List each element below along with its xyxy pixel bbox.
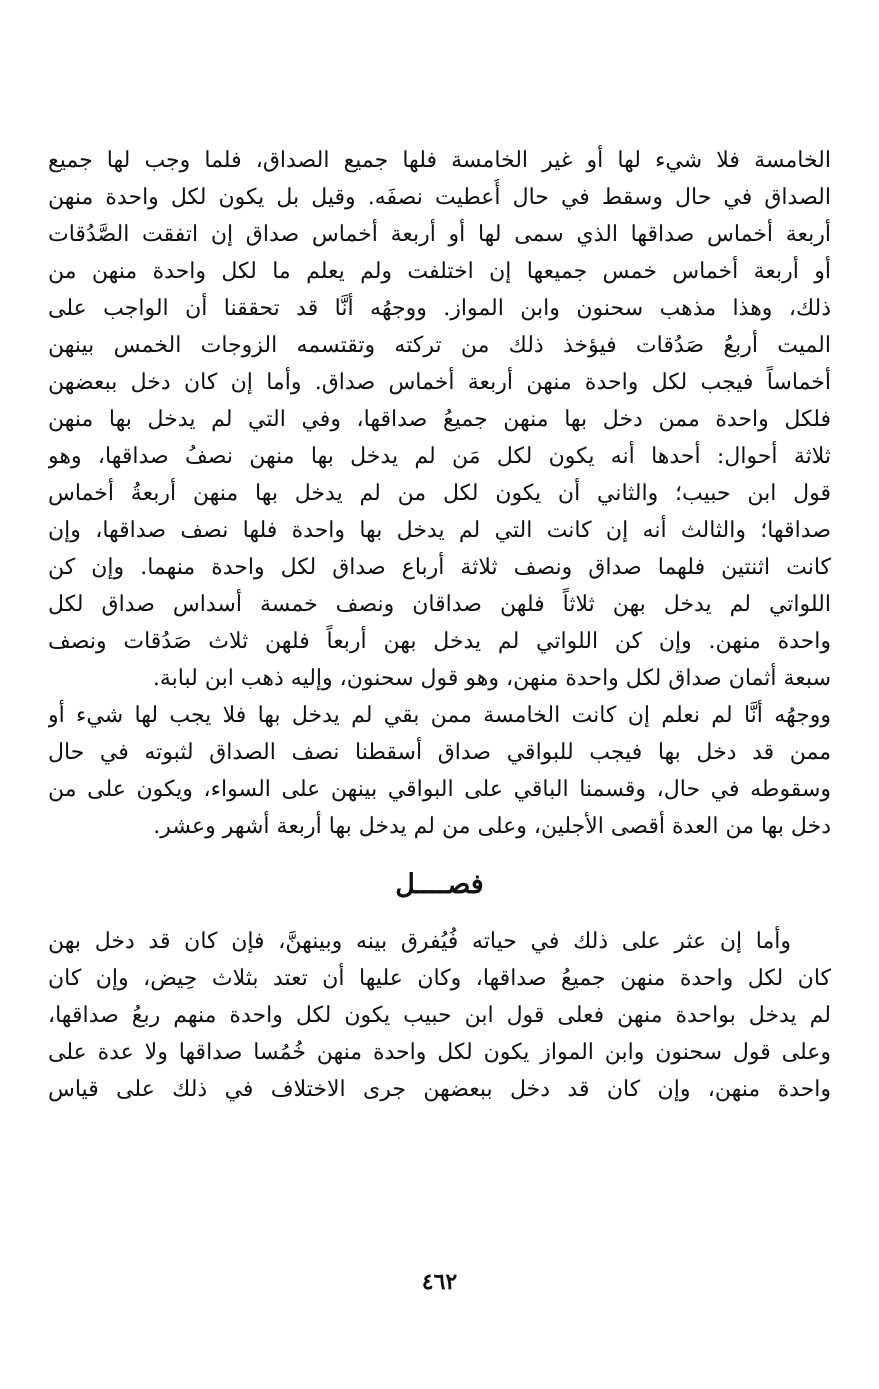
text-line: الصداق في حال وسقط في حال أُعطيت نصفَه. وقيل بل يكون لكل واحدة منهن — [48, 185, 831, 210]
text-line: صداقها؛ والثالث أنه إن كانت التي لم يدخل بها واحدة فلها نصف صداقها، وإن — [48, 518, 831, 543]
text-line: أو أربعة أخماس خمس جميعها إن اختلفت ولم يعلم ما لكل واحدة منهن من — [48, 259, 831, 284]
text-line: كان لكل واحدة منهن جميعُ صداقها، وكان عليها أن تعتد بثلاث حِيض، وإن كان — [48, 966, 831, 991]
text-line: واحدة منهن، وإن كان قد دخل ببعضهن جرى الاختلاف في ذلك على قياس — [48, 1077, 831, 1102]
text-line: وسقوطه في حال، وقسمنا الباقي على البواقي بينهن على السواء، ويكون على من — [48, 777, 831, 802]
text-line: واحدة منهن. وإن كن اللواتي لم يدخل بهن أربعاً فلهن ثلاث صَدُقات ونصف — [48, 629, 831, 654]
text-line: ووجهُه أنَّا لم نعلم إن كانت الخامسة ممن بقي لم يدخل بها فلا يجب لها شيء أو — [48, 703, 831, 728]
text-line: ممن قد دخل بها فيجب للبواقي صداق أسقطنا نصف الصداق لثبوته في حال — [48, 740, 831, 765]
text-line: قول ابن حبيب؛ والثاني أن يكون لكل من لم يدخل بها منهن أربعةُ أخماس — [48, 481, 831, 506]
text-line: وأما إن عثر على ذلك في حياته فُيُفرق بينه وبينهنَّ، فإن كان قد دخل بهن — [48, 929, 791, 954]
text-line: أخماساً فيجب لكل واحدة منهن أربعة أخماس صداق. وأما إن كان دخل ببعضهن — [48, 370, 831, 395]
page-number: ٤٦٢ — [421, 1269, 458, 1295]
text-line: سبعة أثمان صداق لكل واحدة منهن، وهو قول سحنون، وإليه ذهب ابن لبابة. — [152, 666, 831, 691]
paragraph-1 — [48, 142, 831, 845]
text-line: ثلاثة أحوال: أحدها أنه يكون لكل مَن لم يدخل بها منهن نصفُ صداقها، وهو — [48, 444, 831, 469]
text-line: لم يدخل بواحدة منهن فعلى قول ابن حبيب يكون لكل واحدة منهم ربعُ صداقها، — [48, 1003, 831, 1028]
text-line: دخل بها من العدة أقصى الأجلين، وعلى من لم يدخل بها أربعة أشهر وعشر. — [153, 814, 831, 839]
text-line: اللواتي لم يدخل بهن ثلاثاً فلهن صداقان ونصف خمسة أسداس صداق لكل — [48, 592, 831, 617]
text-line: وعلى قول سحنون وابن المواز يكون لكل واحدة منهن خُمُسا صداقها ولا عدة على — [48, 1040, 831, 1065]
page-body — [48, 142, 831, 1108]
text-line: فلكل واحدة ممن دخل بها منهن جميعُ صداقها، وفي التي لم يدخل بها منهن — [48, 407, 831, 432]
text-line: كانت اثنتين فلهما صداق ونصف ثلاثة أرباع صداق لكل واحدة منهما. وإن كن — [48, 555, 831, 580]
text-line: أربعة أخماس صداقها الذي سمى لها أو أربعة أخماس صداق إن اتفقت الصَّدُقات — [48, 222, 831, 247]
text-line: الخامسة فلا شيء لها أو غير الخامسة فلها جميع الصداق، فلما وجب لها جميع — [48, 148, 831, 173]
text-line: ذلك، وهذا مذهب سحنون وابن المواز. ووجهُه أنَّا قد تحققنا أن الواجب على — [48, 296, 831, 321]
paragraph-2 — [48, 923, 831, 1108]
text-line: الميت أربعُ صَدُقات فيؤخذ ذلك من تركته وتقتسمه الزوجات الخمس بينهن — [48, 333, 831, 358]
section-title: فصــــل — [395, 869, 484, 900]
